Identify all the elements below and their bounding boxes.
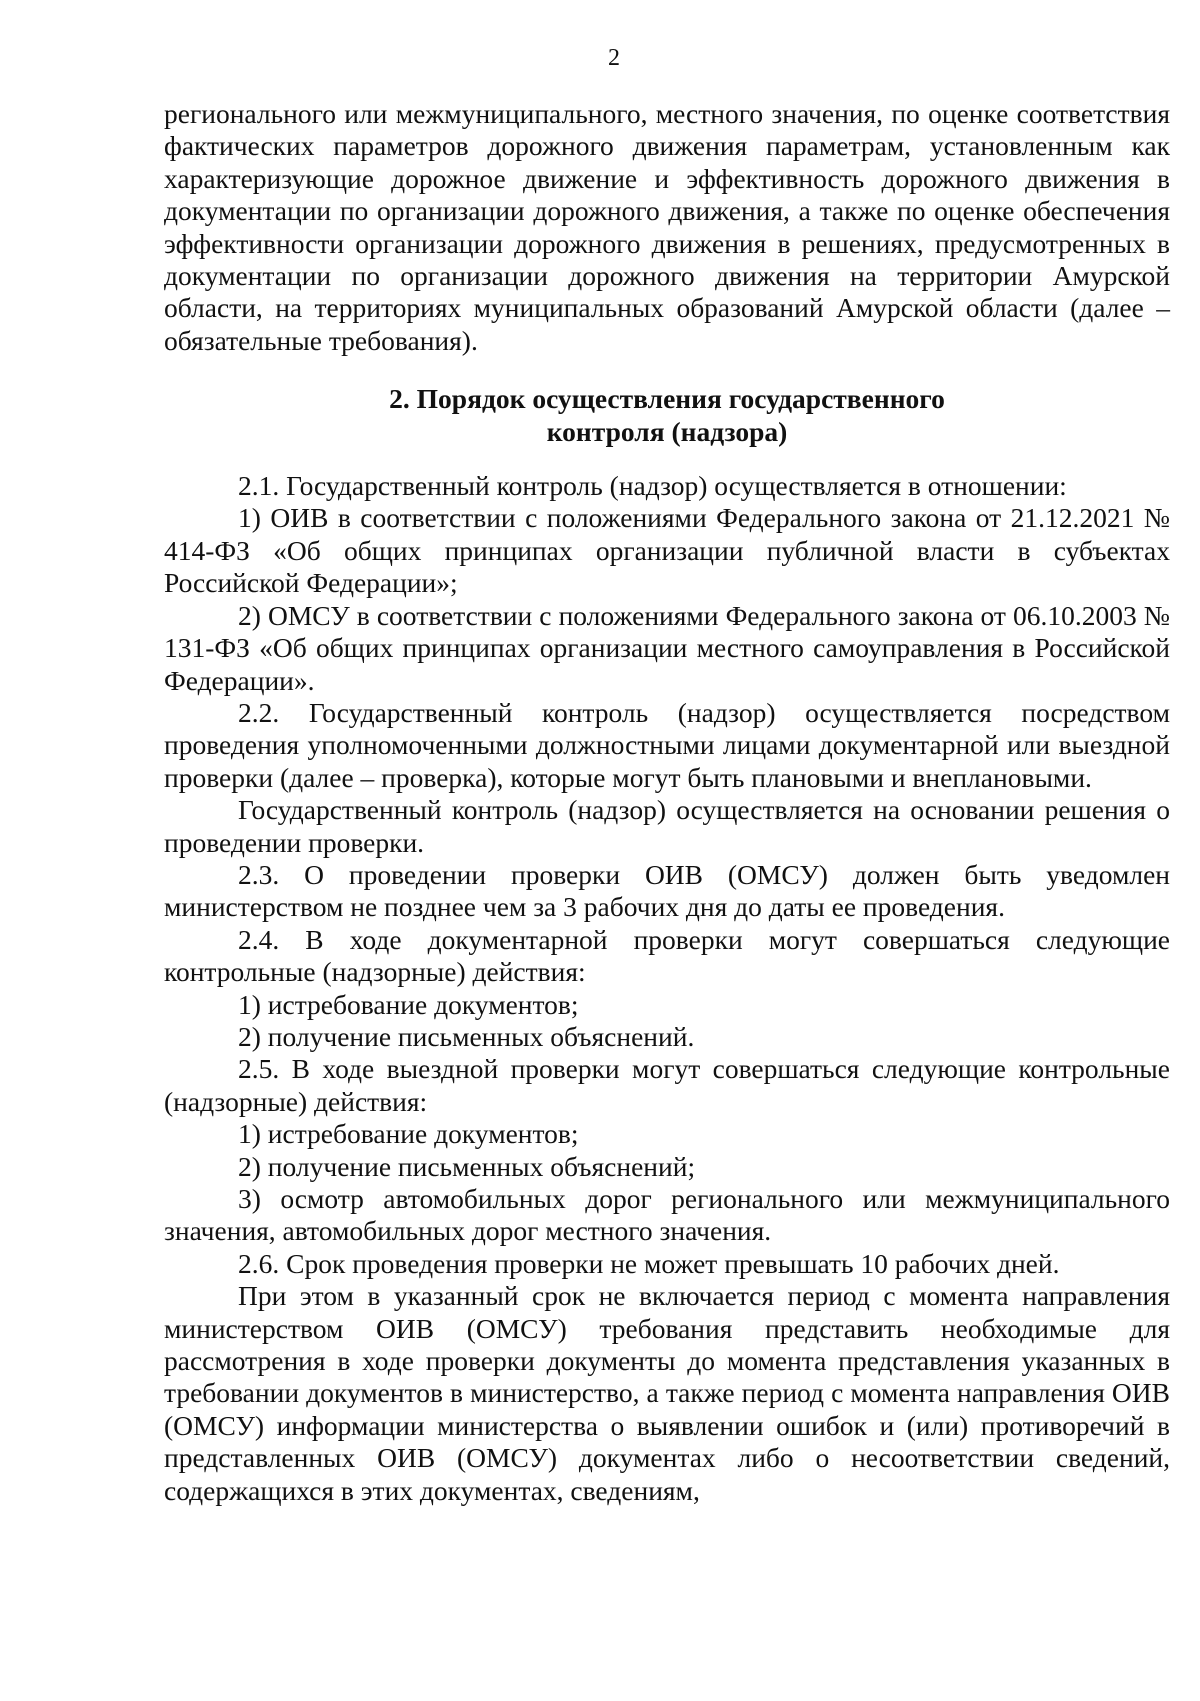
paragraph-2-4: 2.4. В ходе документарной проверки могут совершаться следующие контрольные (надзорные) действия: <box>164 923 1170 988</box>
document-body <box>164 98 1170 1507</box>
paragraph-2-1-item-2: 2) ОМСУ в соответствии с положениями Федерального закона от 06.10.2003 № 131-ФЗ «Об общих принципах организации местного самоуправления в Российской Федерации». <box>164 599 1170 696</box>
paragraph-2-1: 2.1. Государственный контроль (надзор) осуществляется в отношении: <box>238 470 1067 502</box>
page-number: 2 <box>608 45 620 71</box>
paragraph-2-4-item-1: 1) истребование документов; <box>238 988 579 1020</box>
paragraph-2-6-continued: При этом в указанный срок не включается период с момента направления министерством ОИВ (ОМСУ) требования представить необходимые для рассмотрения в ходе проверки документы до момента представления указанных в требовании документов в министерство, а также период с момента направления ОИВ (ОМСУ) информации министерства о выявлении ошибок и (или) противоречий в представленных ОИВ (ОМСУ) документах либо о несоответствии сведений, содержащихся в этих документах, сведениям, <box>164 1280 1170 1506</box>
paragraph-2-5-item-1: 1) истребование документов; <box>238 1118 579 1150</box>
paragraph-2-4-item-2: 2) получение письменных объяснений. <box>238 1020 695 1052</box>
section-heading-line-2: контроля (надзора) <box>546 415 788 447</box>
paragraph-2-5-item-2: 2) получение письменных объяснений; <box>238 1150 696 1182</box>
paragraph-2-2-continued: Государственный контроль (надзор) осуществляется на основании решения о проведении проверки. <box>164 794 1170 858</box>
section-heading <box>164 383 1170 448</box>
paragraph-2-3: 2.3. О проведении проверки ОИВ (ОМСУ) должен быть уведомлен министерством не позднее чем за 3 рабочих дня до даты ее проведения. <box>164 858 1170 923</box>
paragraph-2-6: 2.6. Срок проведения проверки не может превышать 10 рабочих дней. <box>238 1247 1060 1279</box>
section-heading-line-1: 2. Порядок осуществления государственного <box>389 383 945 415</box>
paragraph-2-2: 2.2. Государственный контроль (надзор) осуществляется посредством проведения уполномоченными должностными лицами документарной или выездной проверки (далее – проверка), которые могут быть плановыми и внеплановыми. <box>164 696 1170 793</box>
paragraph-2-5-item-3: 3) осмотр автомобильных дорог регионального или межмуниципального значения, автомобильных дорог местного значения. <box>164 1183 1170 1247</box>
paragraph-2-5: 2.5. В ходе выездной проверки могут совершаться следующие контрольные (надзорные) действия: <box>164 1053 1170 1117</box>
intro-paragraph: регионального или межмуниципального, местного значения, по оценке соответствия фактических параметров дорожного движения параметрам, установленным как характеризующие дорожное движение и эффективность дорожного движения в документации по организации дорожного движения, а также по оценке обеспечения эффективности организации дорожного движения в решениях, предусмотренных в документации по организации дорожного движения на территории Амурской области, на территориях муниципальных образований Амурской области (далее – обязательные требования). <box>164 98 1170 356</box>
paragraph-2-1-item-1: 1) ОИВ в соответствии с положениями Федерального закона от 21.12.2021 № 414-ФЗ «Об общих принципах организации публичной власти в субъектах Российской Федерации»; <box>164 502 1170 599</box>
